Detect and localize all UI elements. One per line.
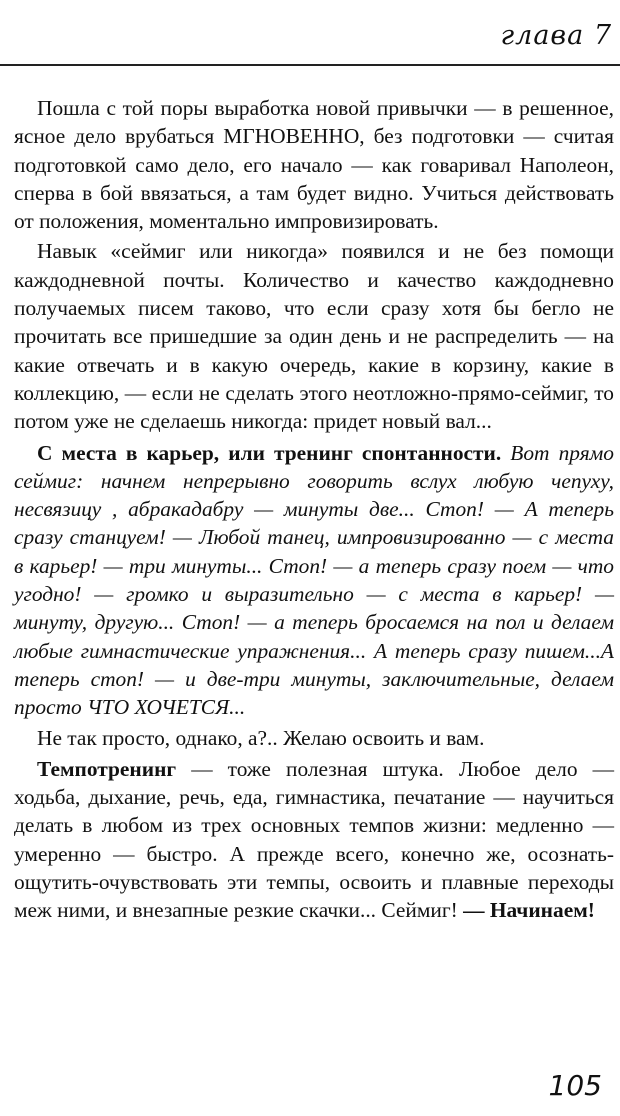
chapter-header: глава 7 xyxy=(500,20,612,51)
tempo-paragraph xyxy=(14,755,614,925)
tempo-end: — Начинаем! xyxy=(463,898,595,923)
tempo-title: Темпотренинг xyxy=(37,756,177,781)
paragraph: Пошла с той поры выработка новой привычки — в решенное, ясное дело врубаться МГНОВЕННО, без подготовки — считая подготовкой само дело, его начало — как говаривал Наполеон, сперва в бой ввязаться, а там будет видно. Учиться действовать от положения, моментально импровизировать. xyxy=(14,96,614,234)
exercise-text: Вот прямо сеймиг: начнем непрерывно говорить вслух любую чепуху, несвязицу , абракадабру — минуты две... Стоп! — А теперь сразу станцуем! — Любой танец, импровизированно — с места в карьер! — три минуты... Стоп! — а теперь сразу поем — что угодно! — громко и выразительно — с места в карьер! — минуту, другую... Стоп! — а теперь бросаемся на пол и делаем любые гимнастические упражнения... А теперь сразу пишем...А теперь стоп! — и две-три минуты, заключительные, делаем просто ЧТО ХОЧЕТСЯ... xyxy=(14,440,614,720)
page-number: 105 xyxy=(548,1069,602,1102)
page-body xyxy=(14,94,614,925)
header-rule xyxy=(0,64,620,66)
tempo-text: — тоже полезная штука. Любое дело — ходьба, дыхание, речь, еда, гимнастика, печатание — научиться делать в любом из трех основных темпов жизни: медленно — умеренно — быстро. А прежде всего, конечно же, осознать-ощутить-очувствовать эти темпы, освоить и плавные переходы меж ними, и внезапные резкие скачки... Сеймиг! xyxy=(14,756,614,923)
paragraph: Навык «сеймиг или никогда» появился и не без помощи каждодневной почты. Количество и качество каждодневно получаемых писем таково, что если сразу хотя бы бегло не прочитать все пришедшие за один день и не распределить — на какие отвечать и в какую очередь, какие в корзину, какие в коллекцию, — если не сделать этого неотложно-прямо-сеймиг, то потом уже не сделаешь никогда: придет новый вал... xyxy=(14,239,614,434)
exercise-title: С места в карьер, или тренинг спонтанности. xyxy=(37,440,502,465)
exercise-paragraph xyxy=(14,439,614,722)
paragraph: Не так просто, однако, а?.. Желаю освоить и вам. xyxy=(37,725,485,750)
